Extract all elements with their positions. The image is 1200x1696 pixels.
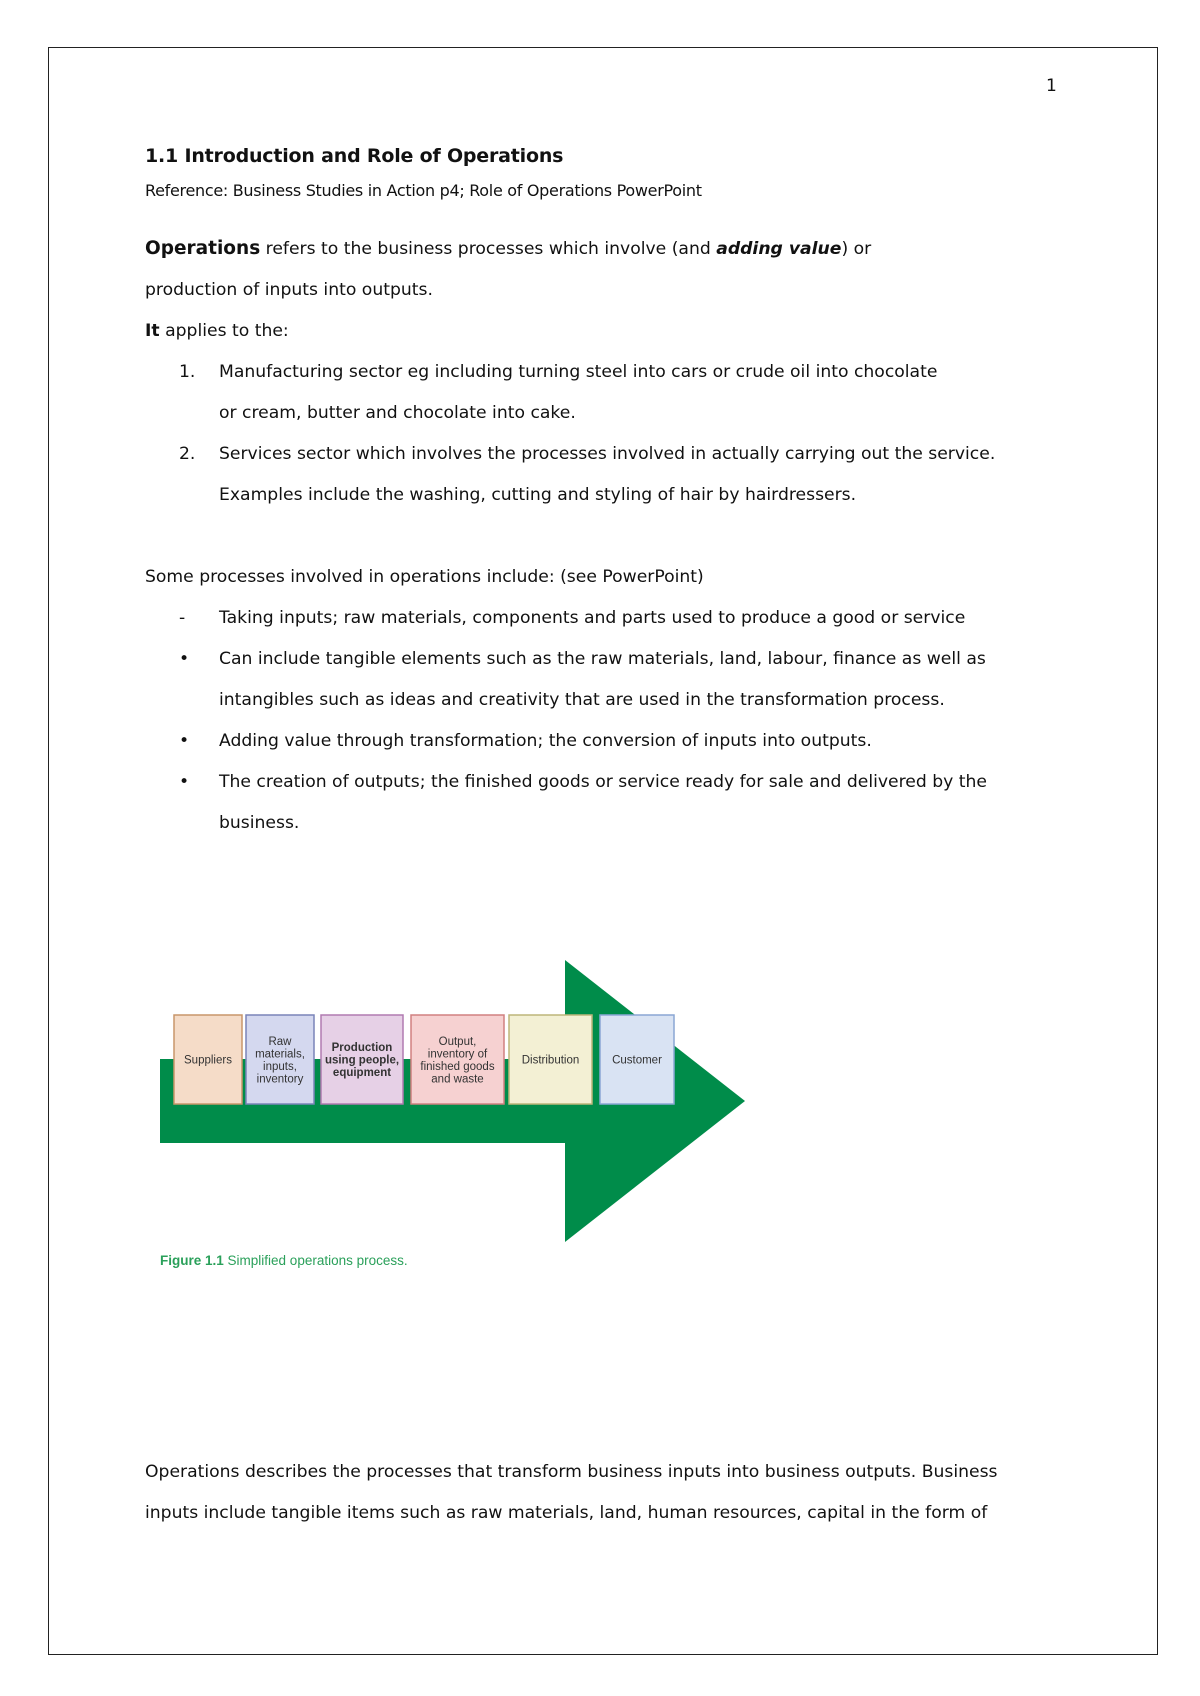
list-item-text: Can include tangible elements such as the raw materials, land, labour, finance as well as intangibles such as ideas and creativity that are used in the transformation process. xyxy=(219,649,986,710)
applies-rest: applies to the: xyxy=(159,321,289,341)
list-item-text: The creation of outputs; the finished goods or service ready for sale and delivered by the business. xyxy=(219,772,987,833)
list-item-text: Taking inputs; raw materials, components and parts used to produce a good or service xyxy=(219,608,966,628)
applies-lead: It xyxy=(145,321,160,341)
list-item-text: Adding value through transformation; the conversion of inputs into outputs. xyxy=(219,731,872,751)
sector-list xyxy=(145,352,1045,516)
list-item-text: Manufacturing sector eg including turning steel into cars or crude oil into chocolate or cream, butter and chocolate into cake. xyxy=(219,362,938,423)
definition-paragraph xyxy=(145,228,945,311)
process-box-label: Production using people, equipment xyxy=(324,1042,400,1079)
definition-term: Operations xyxy=(145,238,261,259)
list-marker: 2. xyxy=(179,444,196,464)
figure-caption xyxy=(160,1253,408,1268)
list-item xyxy=(145,762,1019,844)
list-marker: - xyxy=(179,608,186,628)
process-bullet-list xyxy=(145,598,1045,844)
list-item xyxy=(145,598,1045,639)
list-item xyxy=(145,434,1019,516)
list-item xyxy=(145,721,1045,762)
list-marker: • xyxy=(179,649,190,669)
process-box-label: Customer xyxy=(612,1054,662,1067)
closing-paragraph: Operations describes the processes that transform business inputs into business outputs. Business inputs include tangible items such as raw materials, land, human resources, capital in the form of xyxy=(145,1462,998,1523)
process-box-label: Output, inventory of finished goods and waste xyxy=(420,1035,495,1086)
figure-caption-text: Simplified operations process. xyxy=(223,1253,408,1268)
page-number: 1 xyxy=(1046,76,1057,96)
process-box-label: Suppliers xyxy=(184,1054,232,1067)
list-item-text: Services sector which involves the processes involved in actually carrying out the service. Examples include the washing, cutting and styling of hair by hairdressers. xyxy=(219,444,996,505)
list-marker: • xyxy=(179,772,190,792)
figure-caption-label: Figure 1.1 xyxy=(160,1253,224,1268)
list-item xyxy=(145,639,1019,721)
reference-line: Reference: Business Studies in Action p4; Role of Operations PowerPoint xyxy=(145,181,702,200)
list-marker: • xyxy=(179,731,190,751)
operations-process-diagram xyxy=(160,955,760,1275)
process-box-label: Raw materials, inputs, inventory xyxy=(255,1035,305,1086)
processes-intro: Some processes involved in operations include: (see PowerPoint) xyxy=(145,567,704,587)
main-content xyxy=(145,145,1045,844)
section-heading: 1.1 Introduction and Role of Operations xyxy=(145,145,564,167)
definition-text-before: refers to the business processes which involve (and xyxy=(260,239,717,259)
list-marker: 1. xyxy=(179,362,196,382)
definition-text-after: ) or production of inputs into outputs. xyxy=(145,239,872,300)
applies-line xyxy=(145,311,1045,352)
list-item xyxy=(145,352,959,434)
definition-emphasis: adding value xyxy=(716,239,842,259)
process-box-label: Distribution xyxy=(521,1054,580,1067)
